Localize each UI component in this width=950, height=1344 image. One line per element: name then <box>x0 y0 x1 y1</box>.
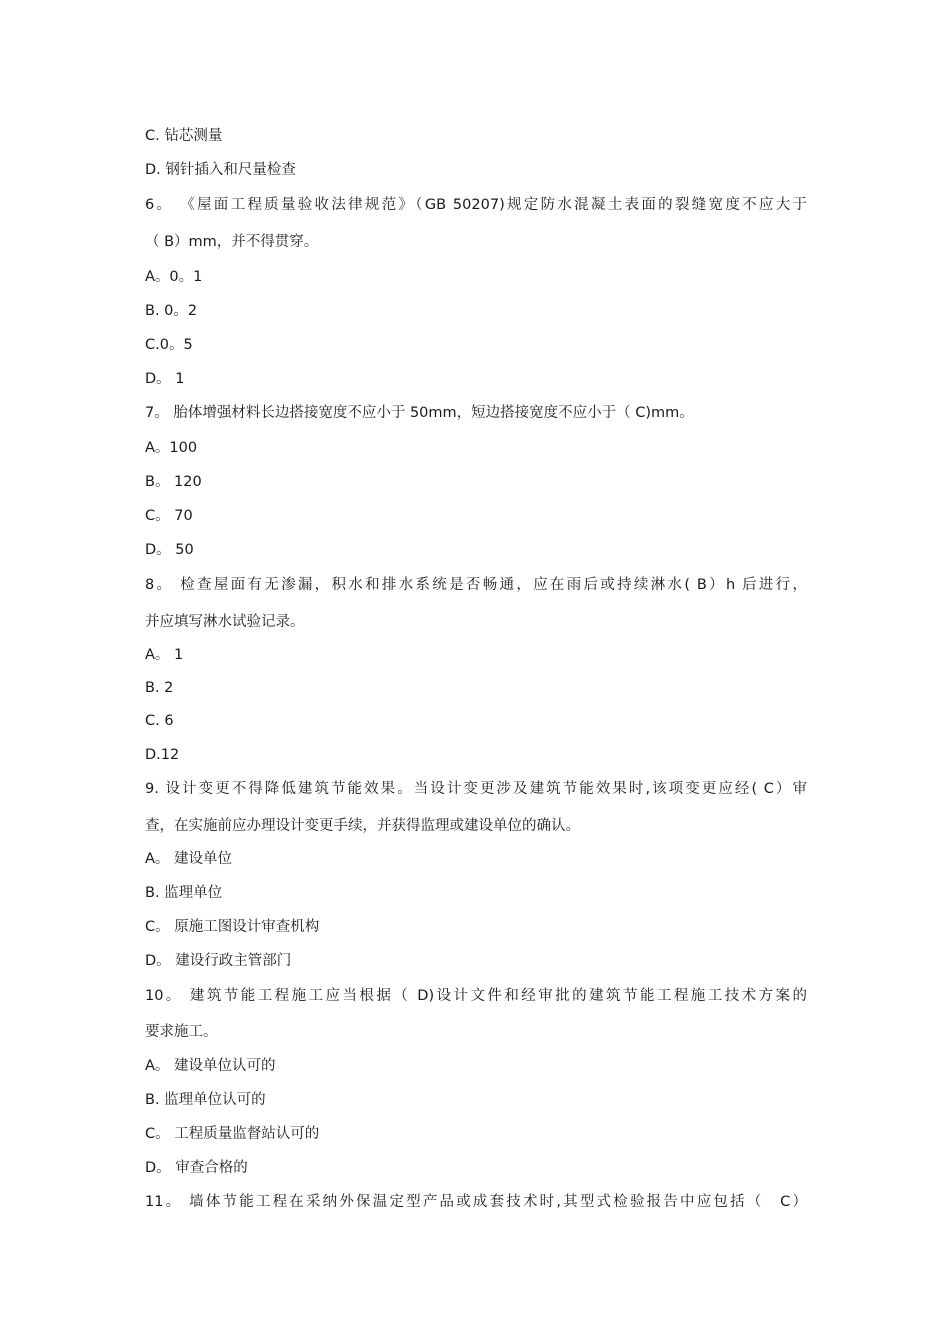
option-a-q8: A。 1 <box>145 647 184 663</box>
question-10-line-1: 10。 建筑节能工程施工应当根据（ D)设计文件和经审批的建筑节能工程施工技术方案的 <box>145 988 807 1004</box>
option-c-q8: C. 6 <box>145 713 174 729</box>
question-8-line-2: 并应填写淋水试验记录。 <box>145 614 305 630</box>
option-b-q8: B. 2 <box>145 680 174 696</box>
option-a-q10: A。 建设单位认可的 <box>145 1058 276 1074</box>
option-d-q5: D. 钢针插入和尺量检查 <box>145 162 296 178</box>
option-b-q10: B. 监理单位认可的 <box>145 1092 266 1108</box>
option-c-q9: C。 原施工图设计审查机构 <box>145 919 320 935</box>
option-c-q5: C. 钻芯测量 <box>145 128 223 144</box>
option-c-q6: C.0。5 <box>145 337 193 353</box>
option-d-q8: D.12 <box>145 747 180 763</box>
question-11-line-1: 11。 墙体节能工程在采纳外保温定型产品或成套技术时,其型式检验报告中应包括（ C） <box>145 1194 807 1210</box>
option-a-q7: A。100 <box>145 440 198 456</box>
question-10-line-2: 要求施工。 <box>145 1024 218 1040</box>
option-d-q10: D。 审查合格的 <box>145 1160 248 1176</box>
option-b-q6: B. 0。2 <box>145 303 198 319</box>
option-c-q7: C。 70 <box>145 508 193 524</box>
option-a-q9: A。 建设单位 <box>145 851 233 867</box>
option-d-q6: D。 1 <box>145 371 185 387</box>
option-d-q9: D。 建设行政主管部门 <box>145 953 292 969</box>
question-6-line-1: 6。 《屋面工程质量验收法律规范》（GB 50207)规定防水混凝土表面的裂缝宽度不应大于 <box>145 197 807 213</box>
option-b-q9: B. 监理单位 <box>145 885 223 901</box>
option-b-q7: B。 120 <box>145 474 202 490</box>
question-9-line-2: 查，在实施前应办理设计变更手续，并获得监理或建设单位的确认。 <box>145 818 580 834</box>
question-8-line-1: 8。 检查屋面有无渗漏，积水和排水系统是否畅通，应在雨后或持续淋水( B）h 后进行， <box>145 577 807 593</box>
question-7: 7。 胎体增强材料长边搭接宽度不应小于 50mm，短边搭接宽度不应小于（ C)mm。 <box>145 405 694 421</box>
option-c-q10: C。 工程质量监督站认可的 <box>145 1126 320 1142</box>
option-a-q6: A。0。1 <box>145 269 203 285</box>
question-6-line-2: （ B）mm，并不得贯穿。 <box>145 234 319 250</box>
question-9-line-1: 9. 设计变更不得降低建筑节能效果。当设计变更涉及建筑节能效果时,该项变更应经( C）审 <box>145 781 807 797</box>
option-d-q7: D。 50 <box>145 542 194 558</box>
